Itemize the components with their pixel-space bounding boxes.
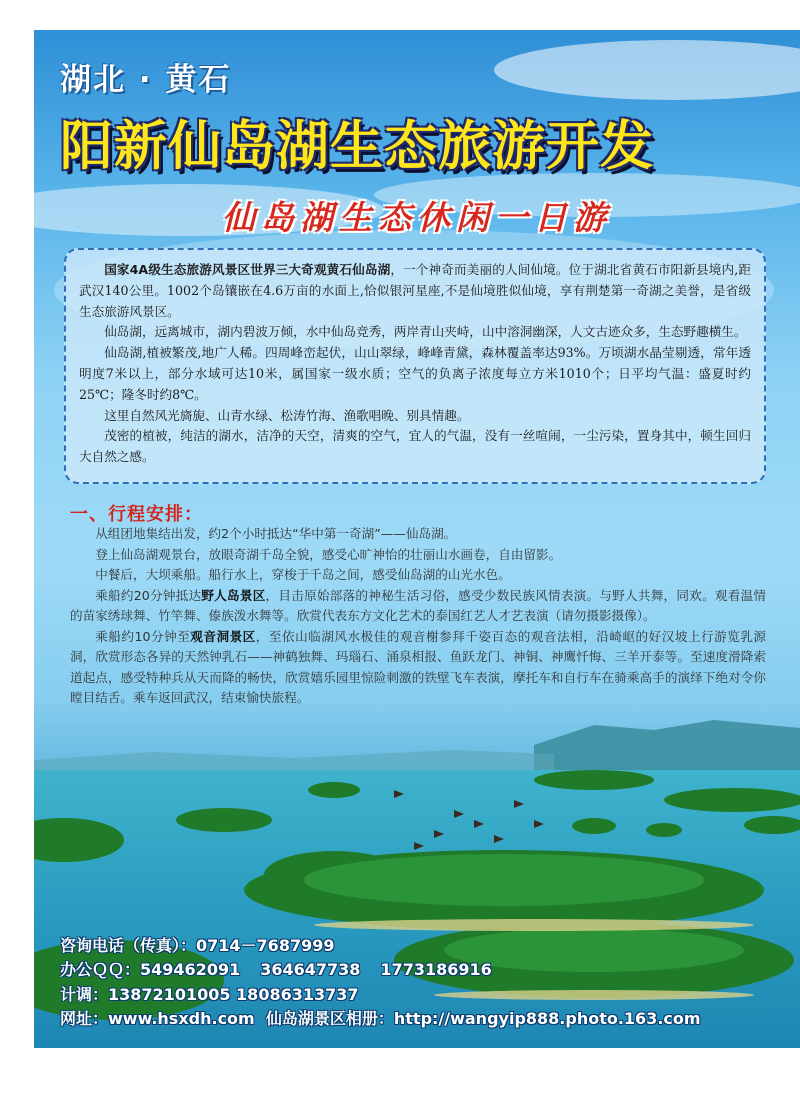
album-link[interactable]: http://wangyip888.photo.163.com [393, 1009, 701, 1029]
itinerary-text: ，目击原始部落的神秘生活习俗，感受少数民族风情表演。与野人共舞，同欢。观看温情的苗家绣球舞、竹竿舞、傣族泼水舞等。欣赏代表东方文化艺术的泰国红艺人才艺表演（请勿摄影摄像）。 [70, 587, 767, 623]
qq-number[interactable]: 549462091 [140, 960, 241, 980]
intro-highlight: 国家4A级生态旅游风景区世界三大奇观黄石仙岛湖 [104, 262, 391, 277]
itinerary-paragraph: 中餐后，大坝乘船。船行水上，穿梭于千岛之间，感受仙岛湖的山光水色。 [95, 567, 511, 582]
itinerary-paragraph: 从组团地集结出发，约2个小时抵达“华中第一奇湖”——仙岛湖。 [95, 526, 457, 541]
itinerary-paragraph [70, 627, 766, 709]
region-label: 湖北 · 黄石 [60, 62, 232, 98]
qq-number[interactable]: 364647738 [260, 960, 361, 980]
qq-label: 办公ＱＱ： [60, 960, 141, 980]
website-link[interactable]: www.hsxdh.com [108, 1009, 255, 1029]
contact-block [60, 934, 800, 1032]
intro-paragraph: 仙岛湖,植被繁茂,地广人稀。四周峰峦起伏，山山翠绿，峰峰青黛，森林覆盖率达93%。万顷湖水晶莹剔透，常年透明度7米以上，部分水域可达10米，属国家一级水质；空气的负离子浓度每立方米1010个；日平均气温：盛夏时约25℃；隆冬时约8℃。 [79, 345, 751, 402]
intro-paragraph [79, 260, 751, 322]
planner-line [60, 983, 800, 1007]
itinerary-text: ，至依山临湖风水极佳的观音榭参拜千姿百态的观音法相，沿崎岖的好汉坡上行游览乳源洞，欣赏形态各异的天然钟乳石——神鹤独舞、玛瑙石、涌泉相报、鱼跃龙门、神铜、神鹰忏悔、三羊开泰等。至速度滑降索道起点，感受特种兵从天而降的畅快，欣赏嬉乐园里惊险刺激的铁壁飞车表演，摩托车和自行车在骑乘高手的演绎下绝对令你瞠目结舌。乘车返回武汉，结束愉快旅程。 [70, 628, 767, 705]
planner-phones[interactable]: 13872101005 18086313737 [108, 984, 359, 1004]
album-label: 仙岛湖景区相册： [265, 1009, 394, 1029]
planner-label: 计调： [60, 984, 109, 1004]
itinerary-text: 乘船约10分钟至 [95, 628, 191, 644]
intro-paragraph: 仙岛湖，远离城市，湖内碧波万倾，水中仙岛竞秀，两岸青山夹峙，山中溶洞幽深，人文古迹众多，生态野趣横生。 [104, 324, 747, 340]
qq-line [60, 958, 800, 982]
itinerary-body [70, 524, 766, 709]
intro-box [64, 248, 766, 484]
itinerary-heading: 一、行程安排： [70, 504, 203, 525]
itinerary-paragraph: 登上仙岛湖观景台，放眼奇湖千岛全貌，感受心旷神怡的壮丽山水画卷，自由留影。 [95, 546, 562, 562]
qq-number[interactable]: 1773186916 [380, 960, 492, 980]
poster [34, 30, 800, 1048]
phone-number[interactable]: 0714－7687999 [196, 936, 335, 955]
web-line [60, 1007, 800, 1031]
itinerary-paragraph [70, 586, 766, 627]
intro-paragraph: 这里自然风光旖旎、山青水绿、松涛竹海、渔歌唱晚、别具情趣。 [104, 407, 470, 423]
poster-subtitle: 仙岛湖生态休闲一日游 [222, 198, 612, 237]
scenic-spot-name: 观音洞景区 [190, 628, 256, 644]
intro-text: ，一个神奇而美丽的人间仙境。位于湖北省黄石市阳新县境内,距武汉140公里。1002个岛镶嵌在4.6万亩的水面上,恰似银河星座,不是仙境胜似仙境，享有荆楚第一奇湖之美誉，是省级生态旅游风景区。 [79, 262, 751, 319]
itinerary-text: 乘船约20分钟抵达 [95, 587, 202, 603]
web-label: 网址： [60, 1009, 109, 1029]
poster-title: 阳新仙岛湖生态旅游开发 [60, 116, 654, 177]
phone-line [60, 934, 800, 958]
scenic-spot-name: 野人岛景区 [201, 587, 266, 603]
intro-paragraph: 茂密的植被，纯洁的湖水，洁净的天空，清爽的空气，宜人的气温，没有一丝喧闹，一尘污染，置身其中，顿生回归大自然之感。 [79, 428, 751, 465]
phone-label: 咨询电话（传真）： [60, 936, 197, 955]
